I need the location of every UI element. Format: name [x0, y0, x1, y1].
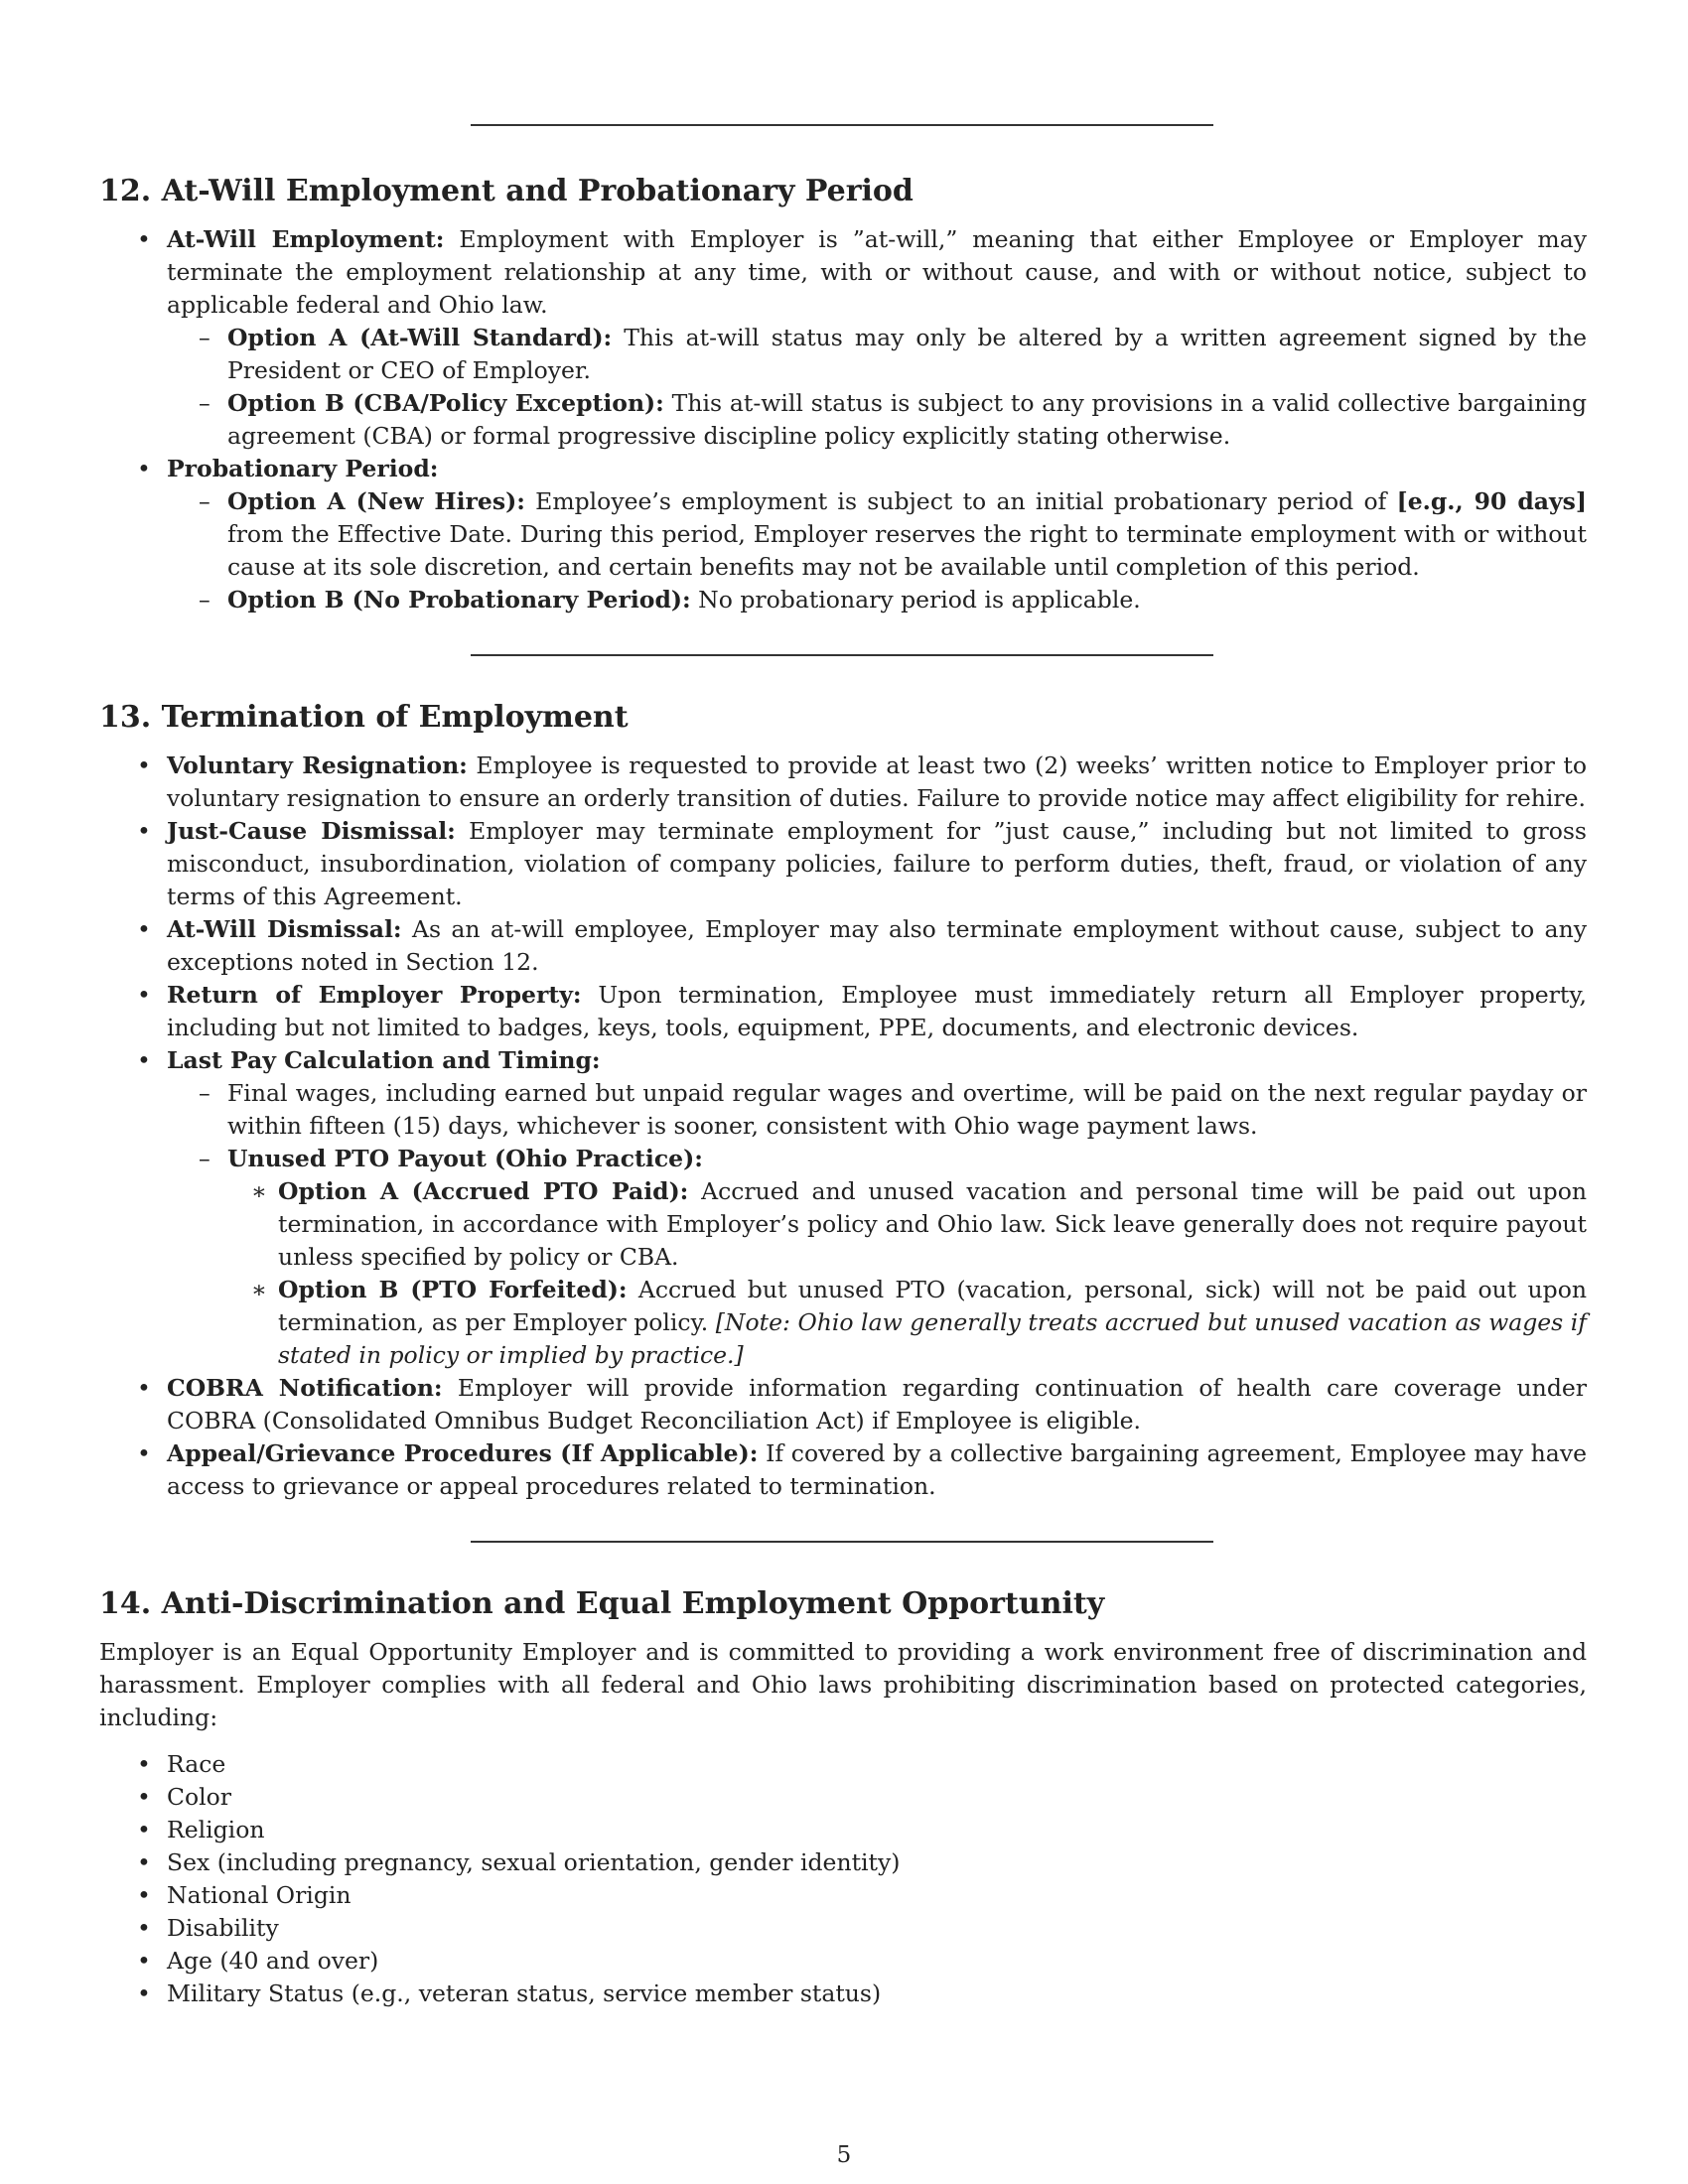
item-label: Probationary Period:	[167, 455, 439, 482]
item-label: Just-Cause Dismissal:	[167, 817, 456, 845]
section-13-list	[99, 750, 1587, 1503]
item-text: This at-will status may only be altered by a written agreement signed by the President or CEO of Employer.	[227, 324, 1587, 384]
list-item: • Disability	[99, 1912, 1587, 1945]
list-item-cobra	[99, 1372, 1587, 1437]
item-text: Accrued but unused PTO (vacation, personal, sick) will not be paid out upon termination, as per Employer policy.	[278, 1276, 1587, 1336]
sublist-item-option-a	[167, 485, 1587, 584]
item-text: from the Effective Date. During this period, Employer reserves the right to terminate employment with or without cause at its sole discretion, and certain benefits may not be available until completion of this period.	[227, 520, 1587, 581]
list-item-at-will-employment	[99, 223, 1587, 453]
item-text: If covered by a collective bargaining agreement, Employee may have access to grievance or appeal procedures related to termination.	[167, 1439, 1587, 1500]
list-item: • National Origin	[99, 1879, 1587, 1912]
sub-sublist-item-option-b	[227, 1274, 1587, 1372]
list-item-probationary-period	[99, 453, 1587, 616]
item-text: Upon termination, Employee must immediately return all Employer property, including but not limited to badges, keys, tools, equipment, PPE, documents, and electronic devices.	[167, 981, 1587, 1041]
item-text: Final wages, including earned but unpaid regular wages and overtime, will be paid on the next regular payday or within fifteen (15) days, whichever is sooner, consistent with Ohio wage payment laws.	[227, 1079, 1587, 1140]
item-text: Employer will provide information regarding continuation of health care coverage under COBRA (Consolidated Omnibus Budget Reconciliation Act) if Employee is eligible.	[167, 1374, 1588, 1434]
item-text: Employer may terminate employment for ”just cause,” including but not limited to gross misconduct, insubordination, violation of company policies, failure to perform duties, theft, fraud, or violation of any terms of this Agreement.	[167, 817, 1587, 910]
section-14-intro: Employer is an Equal Opportunity Employer and is committed to providing a work environment free of discrimination and harassment. Employer complies with all federal and Ohio laws prohibiting discrimination based on protected categories, including:	[99, 1638, 1587, 1731]
item-label: Return of Employer Property:	[167, 981, 582, 1009]
item-label: Option A (New Hires):	[227, 487, 525, 515]
list-item-appeal	[99, 1437, 1587, 1503]
section-12-list	[99, 223, 1587, 616]
sublist-item-option-a	[167, 322, 1587, 387]
item-text: Accrued and unused vacation and personal time will be paid out upon termination, in accordance with Employer’s policy and Ohio law. Sick leave generally does not require payout unless specified by policy or CBA.	[278, 1177, 1587, 1271]
item-text: This at-will status is subject to any provisions in a valid collective bargaining agreement (CBA) or formal progressive discipline policy explicitly stating otherwise.	[227, 389, 1587, 450]
section-14-heading: 14. Anti-Discrimination and Equal Employment Opportunity	[99, 1586, 1105, 1621]
item-label: At-Will Dismissal:	[167, 915, 402, 943]
item-text: No probationary period is applicable.	[690, 586, 1141, 614]
item-label: COBRA Notification:	[167, 1374, 443, 1402]
placeholder-value: [e.g., 90 days]	[1396, 487, 1587, 515]
sub-sublist	[227, 1175, 1587, 1372]
sublist-item-unused-pto	[167, 1143, 1587, 1372]
document-page	[99, 0, 1587, 2010]
sublist	[167, 322, 1587, 453]
item-label: Option A (Accrued PTO Paid):	[278, 1177, 689, 1205]
list-item-last-pay	[99, 1044, 1587, 1372]
section-divider	[471, 654, 1213, 656]
item-label: Appeal/Grievance Procedures (If Applicable):	[167, 1439, 759, 1467]
sub-sublist-item-option-a	[227, 1175, 1587, 1274]
section-divider	[471, 1541, 1213, 1543]
item-label: Option B (PTO Forfeited):	[278, 1276, 628, 1303]
item-text: Employment with Employer is ”at-will,” meaning that either Employee or Employer may terminate the employment relationship at any time, with or without cause, and with or without notice, subject to applicable federal and Ohio law.	[167, 225, 1587, 319]
item-label: Unused PTO Payout (Ohio Practice):	[227, 1145, 703, 1172]
item-label: Last Pay Calculation and Timing:	[167, 1046, 601, 1074]
list-item-voluntary-resignation	[99, 750, 1587, 815]
list-item: • Color	[99, 1781, 1587, 1814]
item-label: Option A (At-Will Standard):	[227, 324, 613, 351]
list-item: • Religion	[99, 1814, 1587, 1846]
list-item: • Sex (including pregnancy, sexual orientation, gender identity)	[99, 1846, 1587, 1879]
page-number: 5	[836, 2142, 852, 2168]
sublist-item-final-wages	[167, 1077, 1587, 1143]
list-item: • Military Status (e.g., veteran status, service member status)	[99, 1978, 1587, 2010]
section-13-heading: 13. Termination of Employment	[99, 700, 629, 735]
item-text: Employee’s employment is subject to an initial probationary period of	[524, 487, 1397, 515]
sublist-item-option-b	[167, 584, 1587, 616]
item-label: Option B (No Probationary Period):	[227, 586, 691, 614]
list-item: • Race	[99, 1748, 1587, 1781]
sublist-item-option-b	[167, 387, 1587, 453]
item-label: Voluntary Resignation:	[167, 751, 468, 779]
section-12-heading: 12. At-Will Employment and Probationary Period	[99, 174, 914, 208]
section-divider	[471, 124, 1213, 126]
item-text: Employee is requested to provide at least two (2) weeks’ written notice to Employer prior to voluntary resignation to ensure an orderly transition of duties. Failure to provide notice may affect eligibility for rehire.	[167, 751, 1587, 812]
list-item-return-of-property	[99, 979, 1587, 1044]
item-label: Option B (CBA/Policy Exception):	[227, 389, 664, 417]
list-item-at-will-dismissal	[99, 913, 1587, 979]
sublist	[167, 485, 1587, 616]
item-text: As an at-will employee, Employer may also terminate employment without cause, subject to any exceptions noted in Section 12.	[167, 915, 1587, 976]
list-item-just-cause-dismissal	[99, 815, 1587, 913]
note-text: [Note: Ohio law generally treats accrued but unused vacation as wages if stated in policy or implied by practice.]	[278, 1308, 1587, 1369]
item-label: At-Will Employment:	[167, 225, 445, 253]
protected-categories-list	[99, 1748, 1587, 2010]
list-item: • Age (40 and over)	[99, 1945, 1587, 1978]
sublist	[167, 1077, 1587, 1372]
